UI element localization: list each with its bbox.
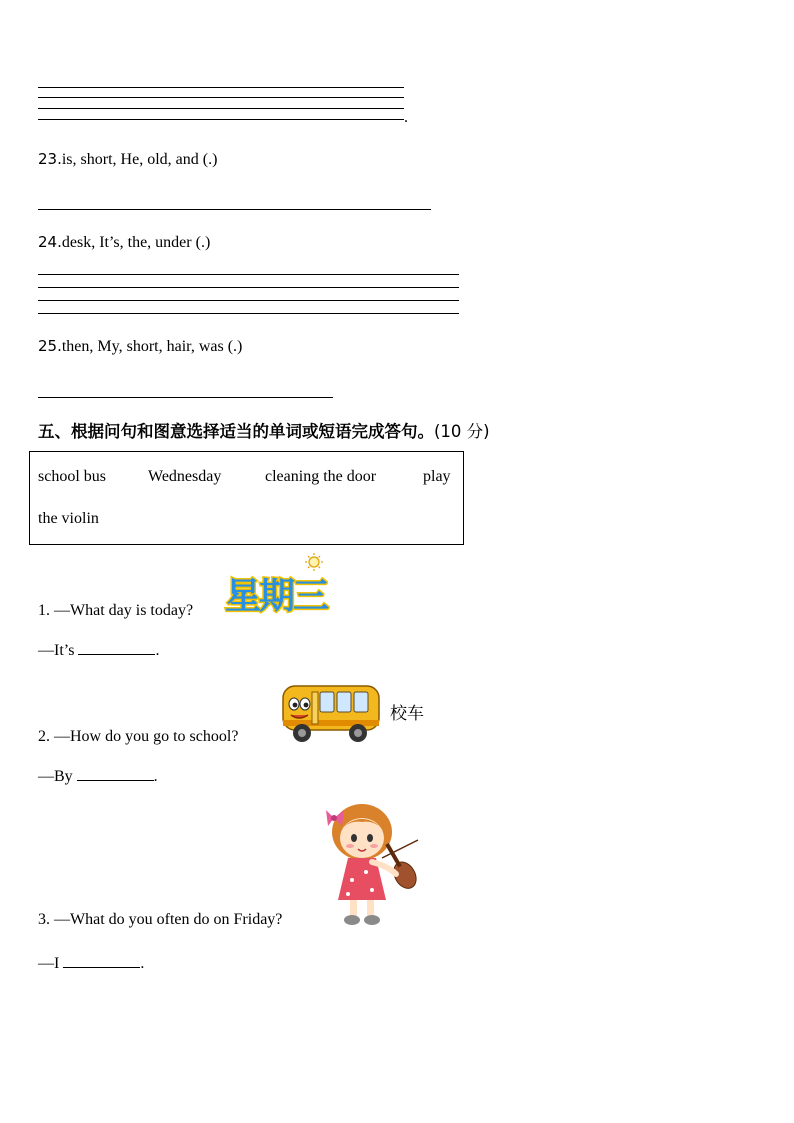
question-number: 24. bbox=[38, 233, 62, 251]
word-bank-item: cleaning the door bbox=[265, 468, 377, 485]
q3-question bbox=[38, 911, 282, 929]
wednesday-image bbox=[222, 552, 336, 616]
question-25 bbox=[38, 337, 242, 356]
girl-violin-image bbox=[322, 800, 426, 928]
question-23 bbox=[38, 150, 217, 169]
question-number: 1. bbox=[38, 602, 50, 619]
answer-suffix: . bbox=[153, 768, 158, 785]
question-text: then, My, short, hair, was (.) bbox=[61, 338, 243, 355]
answer-line bbox=[38, 119, 404, 120]
question-number: 25. bbox=[38, 337, 62, 355]
question-text: —How do you go to school? bbox=[54, 728, 239, 745]
answer-prefix: —It’s bbox=[38, 642, 75, 659]
q2-answer bbox=[38, 766, 158, 786]
q3-answer bbox=[38, 953, 144, 973]
answer-line bbox=[38, 209, 431, 210]
question-number: 2. bbox=[38, 728, 50, 745]
question-text: —What day is today? bbox=[54, 602, 194, 619]
wednesday-label: 星期三 bbox=[225, 576, 328, 616]
bus-label: 校车 bbox=[390, 704, 424, 724]
answer-line bbox=[38, 397, 333, 398]
question-number: 23. bbox=[38, 150, 62, 168]
answer-line bbox=[38, 300, 459, 301]
school-bus-image bbox=[280, 680, 384, 746]
section-score: (10 分) bbox=[434, 422, 490, 441]
answer-blank[interactable] bbox=[63, 953, 140, 968]
word-bank-item: play bbox=[423, 468, 451, 485]
question-number: 3. bbox=[38, 911, 50, 928]
answer-blank[interactable] bbox=[77, 766, 154, 781]
question-text: desk, It’s, the, under (.) bbox=[61, 234, 211, 251]
answer-line bbox=[38, 287, 459, 288]
answer-suffix: . bbox=[155, 642, 160, 659]
answer-line bbox=[38, 274, 459, 275]
word-bank-item: the violin bbox=[38, 510, 99, 527]
answer-prefix: —By bbox=[38, 768, 73, 785]
q1-answer bbox=[38, 640, 159, 660]
answer-prefix: —I bbox=[38, 955, 60, 972]
sun-icon bbox=[305, 553, 323, 571]
q2-question bbox=[38, 728, 238, 746]
word-bank-item: school bus bbox=[38, 468, 106, 485]
question-text: —What do you often do on Friday? bbox=[54, 911, 283, 928]
word-bank-box bbox=[29, 451, 464, 545]
line-end-period: . bbox=[404, 109, 408, 126]
answer-line bbox=[38, 87, 404, 88]
answer-blank[interactable] bbox=[78, 640, 155, 655]
word-bank-item: Wednesday bbox=[148, 468, 222, 485]
answer-line bbox=[38, 313, 459, 314]
question-24 bbox=[38, 233, 210, 252]
question-text: is, short, He, old, and (.) bbox=[61, 151, 218, 168]
answer-line bbox=[38, 108, 404, 109]
section-heading bbox=[38, 418, 490, 442]
answer-line bbox=[38, 97, 404, 98]
answer-suffix: . bbox=[140, 955, 145, 972]
section-title: 五、根据问句和图意选择适当的单词或短语完成答句。 bbox=[38, 422, 434, 441]
q1-question bbox=[38, 602, 193, 620]
